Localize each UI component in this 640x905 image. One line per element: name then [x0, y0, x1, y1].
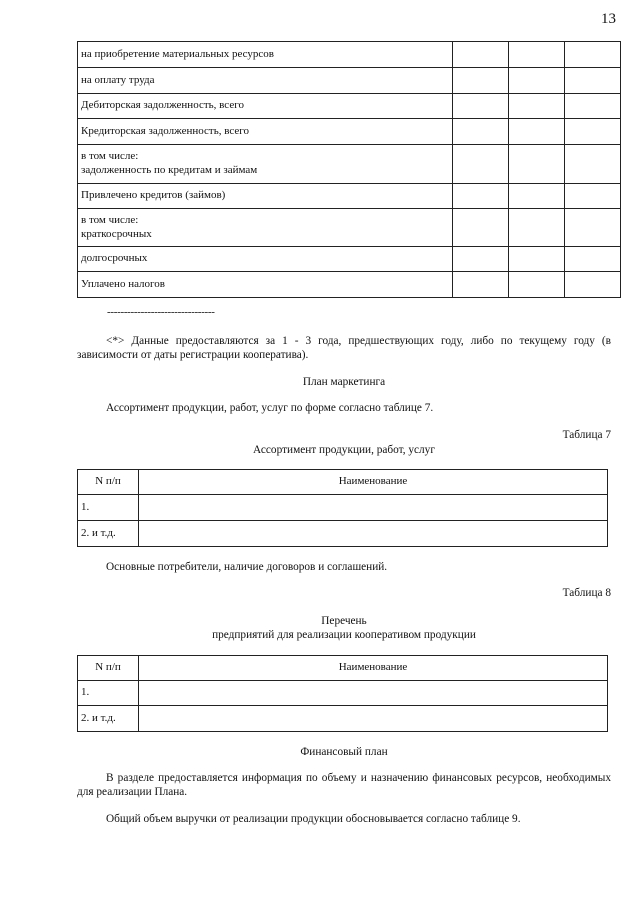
row-number: 2. и т.д. — [78, 521, 139, 547]
row-label: на приобретение материальных ресурсов — [81, 47, 274, 60]
consumers-text — [77, 560, 611, 574]
table8-label: Таблица 8 — [562, 587, 611, 599]
column-header-name: Наименование — [139, 656, 608, 681]
table-cell — [509, 94, 565, 119]
table8-title-line1: Перечень — [321, 615, 367, 627]
table-row — [78, 247, 621, 272]
table-cell — [78, 209, 453, 247]
table-cell — [565, 94, 621, 119]
row-label: Привлечено кредитов (займов) — [81, 189, 226, 202]
table-cell — [453, 209, 509, 247]
indicators-table — [77, 41, 621, 298]
table-cell — [565, 68, 621, 94]
revenue-text-content: Общий объем выручки от реализации продукции обосновывается согласно таблице 9. — [106, 813, 521, 825]
table-cell — [78, 119, 453, 145]
row-label: Дебиторская задолженность, всего — [81, 99, 244, 112]
table-cell — [78, 42, 453, 68]
table-cell — [565, 42, 621, 68]
table-cell — [78, 94, 453, 119]
row-label-line: краткосрочных — [81, 227, 152, 240]
table-row — [78, 706, 608, 732]
row-label-line: задолженность по кредитам и займам — [81, 164, 258, 176]
table-cell — [509, 145, 565, 184]
row-name — [139, 521, 608, 547]
table-cell — [78, 184, 453, 209]
table-cell — [78, 68, 453, 94]
table-row — [78, 119, 621, 145]
table-cell — [565, 272, 621, 298]
row-name — [139, 495, 608, 521]
table-row — [78, 184, 621, 209]
table-cell — [509, 119, 565, 145]
table-cell — [453, 184, 509, 209]
table-row — [78, 681, 608, 706]
table-cell — [565, 247, 621, 272]
page-number: 13 — [601, 11, 616, 27]
table-cell — [453, 247, 509, 272]
table-row — [78, 68, 621, 94]
table-row — [78, 521, 608, 547]
table-cell — [453, 94, 509, 119]
table-cell — [565, 145, 621, 184]
table-cell — [78, 145, 453, 184]
row-number: 1. — [78, 495, 139, 521]
table-cell — [453, 272, 509, 298]
table-cell — [78, 272, 453, 298]
table-cell — [509, 68, 565, 94]
row-label: Кредиторская задолженность, всего — [81, 124, 249, 137]
table-cell — [509, 209, 565, 247]
table-cell — [453, 68, 509, 94]
table-cell — [565, 209, 621, 247]
row-name — [139, 681, 608, 706]
row-label: на оплату труда — [81, 73, 155, 86]
column-header-number: N п/п — [78, 656, 139, 681]
row-number: 1. — [78, 681, 139, 706]
table-cell — [453, 42, 509, 68]
finance-text-content: В разделе предоставляется информация по объему и назначению финансовых ресурсов, необходимых для реализации Плана. — [77, 772, 611, 799]
table7-label: Таблица 7 — [562, 429, 611, 441]
footnote-separator: -------------------------------- — [107, 306, 215, 318]
column-header-name: Наименование — [139, 470, 608, 495]
enterprises-table — [77, 655, 608, 732]
marketing-heading: План маркетинга — [302, 376, 386, 388]
finance-heading: Финансовый план — [300, 746, 388, 758]
table-cell — [78, 247, 453, 272]
column-header-number: N п/п — [78, 470, 139, 495]
table-row — [78, 209, 621, 247]
row-name — [139, 706, 608, 732]
table-cell — [565, 184, 621, 209]
row-label: Уплачено налогов — [81, 277, 165, 290]
footnote — [77, 334, 611, 362]
assortment-table — [77, 469, 608, 547]
table-header-row — [78, 656, 608, 681]
table-cell — [453, 145, 509, 184]
table-cell — [509, 272, 565, 298]
table-cell — [565, 119, 621, 145]
table-row — [78, 495, 608, 521]
row-label: долгосрочных — [81, 252, 148, 265]
assortment-intro-text: Ассортимент продукции, работ, услуг по форме согласно таблице 7. — [106, 402, 434, 414]
table-row — [78, 42, 621, 68]
table-cell — [509, 247, 565, 272]
assortment-intro — [77, 401, 611, 415]
row-label-line: в том числе: — [81, 150, 139, 163]
table8-title-line2: предприятий для реализации кооперативом продукции — [212, 629, 476, 641]
table7-title: Ассортимент продукции, работ, услуг — [253, 444, 435, 456]
table-cell — [509, 184, 565, 209]
table-cell — [453, 119, 509, 145]
table-header-row — [78, 470, 608, 495]
finance-text — [77, 771, 611, 799]
row-label-line: в том числе: — [81, 213, 139, 226]
footnote-text: <*> Данные предоставляются за 1 - 3 года, предшествующих году, либо по текущему году (в зависимости от даты регистрации кооператива). — [77, 335, 611, 362]
table-row — [78, 145, 621, 184]
table-row — [78, 272, 621, 298]
row-number: 2. и т.д. — [78, 706, 139, 732]
consumers-text-content: Основные потребители, наличие договоров и соглашений. — [106, 561, 388, 573]
revenue-text — [77, 812, 611, 826]
table-row — [78, 94, 621, 119]
table-cell — [509, 42, 565, 68]
